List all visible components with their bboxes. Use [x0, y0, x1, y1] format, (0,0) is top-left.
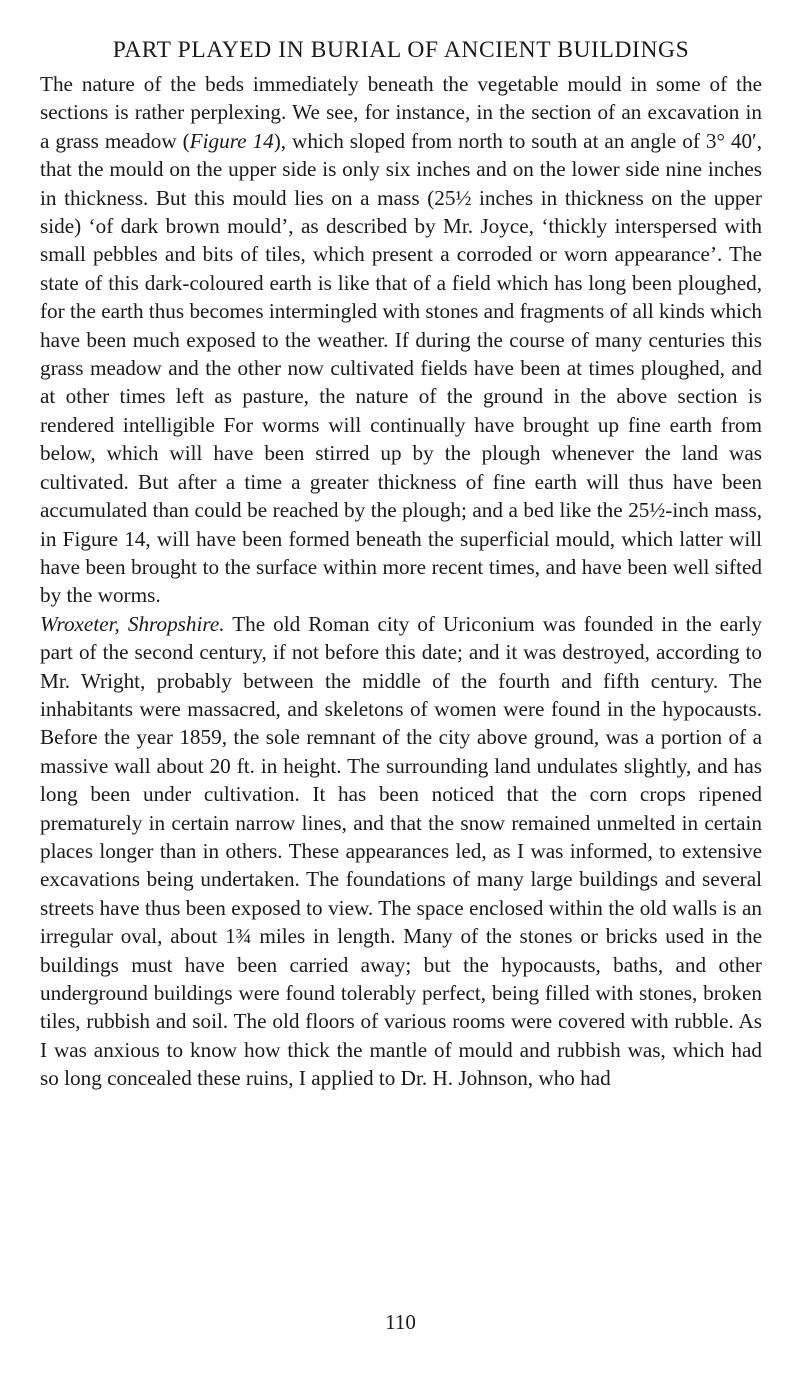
figure-reference: Figure 14: [189, 128, 274, 153]
page: [40, 30, 762, 1093]
running-head: PART PLAYED IN BURIAL OF ANCIENT BUILDINGS: [112, 37, 690, 63]
paragraph-worm-beds: [40, 70, 762, 610]
paragraph-wroxeter: [40, 610, 762, 1093]
paragraph-2-text: The old Roman city of Uriconium was founded in the early part of the second century, if not before this date; and it was destroyed, according to Mr. Wright, probably between the middle of the fourth and fifth century. The inhabitants were massacred, and skeletons of women were found in the hypocausts. Before the year 1859, the sole remnant of the city above ground, was a portion of a massive wall about 20 ft. in height. The surrounding land undulates slightly, and has long been under cultivation. It has been noticed that the corn crops ripened prematurely in certain narrow lines, and that the snow remained unmelted in certain places longer than in others. These appearances led, as I was informed, to extensive excavations being undertaken. The foundations of many large buildings and several streets have thus been exposed to view. The space enclosed within the old walls is an irregular oval, about 1¾ miles in length. Many of the stones or bricks used in the buildings must have been carried away; but the hypocausts, baths, and other underground buildings were found tolerably perfect, being filled with stones, broken tiles, rubbish and soil. The old floors of various rooms were covered with rubble. As I was anxious to know how thick the mantle of mould and rubbish was, which had so long concealed these ruins, I applied to Dr. H. Johnson, who had: [40, 611, 763, 1091]
page-number: 110: [385, 1310, 416, 1334]
section-heading-wroxeter: Wroxeter, Shropshire.: [40, 611, 225, 636]
paragraph-1-text-b: ), which sloped from north to south at an angle of 3° 40′, that the mould on the upper side is only six inches and on the lower side nine inches in thickness. But this mould lies on a mass (25½ inches in thickness on the upper side) ‘of dark brown mould’, as described by Mr. Joyce, ‘thickly interspersed with small pebbles and bits of tiles, which present a corroded or worn appearance’. The state of this dark-coloured earth is like that of a field which has long been ploughed, for the earth thus becomes intermingled with stones and fragments of all kinds which have been much exposed to the weather. If during the course of many centuries this grass meadow and the other now cultivated fields have been at times ploughed, and at other times left as pasture, the nature of the ground in the above section is rendered intelligible For worms will continually have brought up fine earth from below, which will have been stirred up by the plough whenever the land was cultivated. But after a time a greater thickness of fine earth will thus have been accumulated than could be reached by the plough; and a bed like the 25½-inch mass, in Figure 14, will have been formed beneath the superficial mould, which latter will have been brought to the surface within more recent times, and have been well sifted by the worms.: [40, 128, 762, 608]
paragraph-1-text-a: The nature of the beds immediately beneath the vegetable mould in some of the sections is rather perplexing. We see, for instance, in the section of an excavation in a grass meadow (: [40, 72, 762, 153]
